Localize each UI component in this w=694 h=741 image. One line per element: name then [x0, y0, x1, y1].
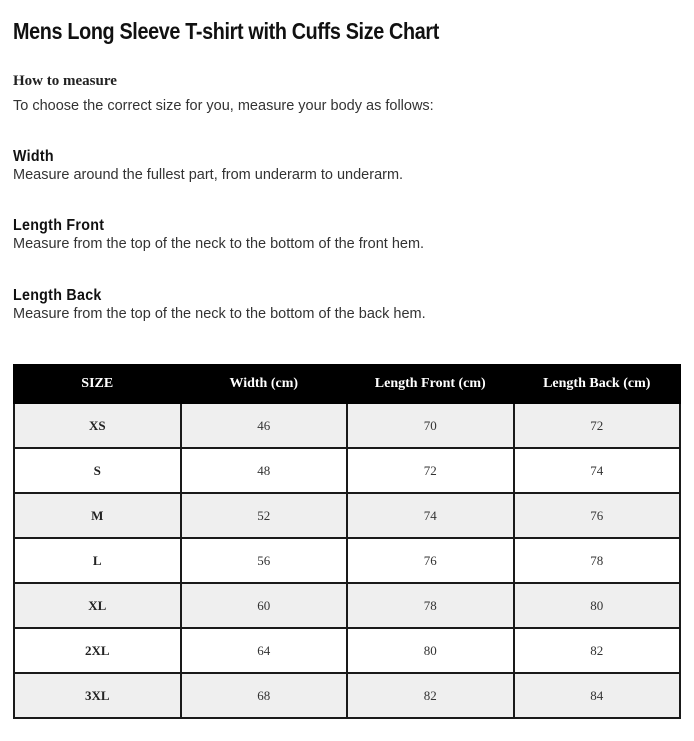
- table-row: [14, 493, 680, 538]
- width-cell: 64: [181, 628, 348, 673]
- size-cell: 2XL: [14, 628, 181, 673]
- size-cell: 3XL: [14, 673, 181, 718]
- length-front-cell: 74: [347, 493, 514, 538]
- width-cell: 56: [181, 538, 348, 583]
- size-cell: S: [14, 448, 181, 493]
- measure-length-back-section: [13, 286, 426, 323]
- header-length-back: Length Back (cm): [514, 365, 681, 403]
- table-row: [14, 448, 680, 493]
- size-cell: XL: [14, 583, 181, 628]
- length-back-cell: 82: [514, 628, 681, 673]
- size-table: [13, 364, 681, 719]
- length-front-cell: 70: [347, 403, 514, 448]
- header-width: Width (cm): [181, 365, 348, 403]
- size-cell: L: [14, 538, 181, 583]
- table-row: [14, 538, 680, 583]
- length-front-cell: 76: [347, 538, 514, 583]
- width-cell: 60: [181, 583, 348, 628]
- table-row: [14, 403, 680, 448]
- measure-length-back-text: Measure from the top of the neck to the bottom of the back hem.: [13, 306, 426, 322]
- table-row: [14, 628, 680, 673]
- page-title: Mens Long Sleeve T-shirt with Cuffs Size Chart: [13, 18, 439, 44]
- measure-length-back-title: Length Back: [13, 287, 102, 304]
- width-cell: 52: [181, 493, 348, 538]
- measure-width-title: Width: [13, 148, 54, 165]
- measure-length-front-text: Measure from the top of the neck to the bottom of the front hem.: [13, 236, 425, 252]
- width-cell: 68: [181, 673, 348, 718]
- length-back-cell: 72: [514, 403, 681, 448]
- measure-width-text: Measure around the fullest part, from underarm to underarm.: [13, 167, 404, 183]
- measure-length-front-section: [13, 216, 424, 253]
- header-size: SIZE: [14, 365, 181, 403]
- measure-width-section: [13, 147, 403, 184]
- length-back-cell: 78: [514, 538, 681, 583]
- how-to-measure-heading: How to measure: [13, 73, 117, 89]
- length-back-cell: 76: [514, 493, 681, 538]
- size-cell: XS: [14, 403, 181, 448]
- width-cell: 48: [181, 448, 348, 493]
- size-cell: M: [14, 493, 181, 538]
- length-front-cell: 82: [347, 673, 514, 718]
- table-header-row: [14, 365, 680, 403]
- length-back-cell: 84: [514, 673, 681, 718]
- how-to-measure-intro: To choose the correct size for you, measure your body as follows:: [13, 98, 434, 114]
- width-cell: 46: [181, 403, 348, 448]
- header-length-front: Length Front (cm): [347, 365, 514, 403]
- length-front-cell: 72: [347, 448, 514, 493]
- length-front-cell: 78: [347, 583, 514, 628]
- table-row: [14, 583, 680, 628]
- length-back-cell: 74: [514, 448, 681, 493]
- length-back-cell: 80: [514, 583, 681, 628]
- length-front-cell: 80: [347, 628, 514, 673]
- measure-length-front-title: Length Front: [13, 217, 105, 234]
- table-row: [14, 673, 680, 718]
